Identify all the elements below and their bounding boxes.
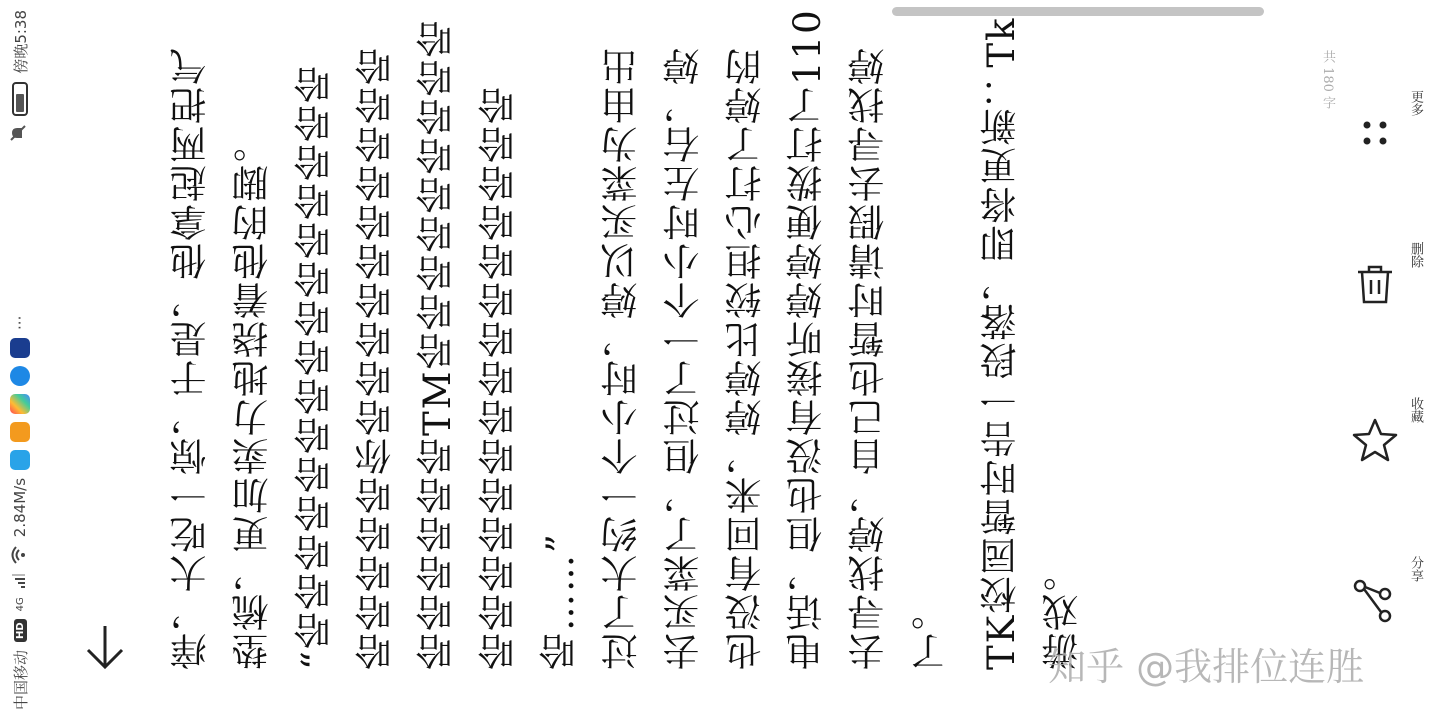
reading-content <box>140 8 1140 700</box>
scrollbar[interactable] <box>892 7 1264 16</box>
status-left <box>10 316 31 710</box>
carrier-label: 中国移动 <box>11 649 30 710</box>
status-bar <box>0 0 40 720</box>
text-line: 电话，但也没有接听婷婷便拨打了110 <box>786 8 829 670</box>
game-app-icon <box>10 422 30 442</box>
star-icon <box>1350 415 1400 465</box>
hd-badge: HD <box>14 619 27 642</box>
share-label: 分享 <box>1408 556 1423 582</box>
share-icon <box>1350 574 1400 624</box>
text-line: 哈哈哈哈哈哈TM哈哈哈哈哈哈哈哈哈 <box>416 18 459 670</box>
text-line: 游戏。 <box>1042 553 1085 670</box>
text-line: 去寻找婷，自己也暂时请假去寻找婷 <box>848 46 891 670</box>
text-line: 哈哈哈哈哈你哈哈哈哈哈哈哈哈哈哈 <box>355 46 398 670</box>
text-line: 了。 <box>910 592 953 670</box>
time-label: 傍晚5:38 <box>11 10 30 74</box>
more-button[interactable] <box>1340 90 1440 170</box>
search-app-icon <box>10 450 30 470</box>
more-status-dots: ··· <box>11 315 29 330</box>
text-line: 哈……” <box>539 532 582 670</box>
arrow-down-icon <box>84 622 126 672</box>
status-right <box>9 10 31 142</box>
favorite-button[interactable] <box>1340 397 1440 477</box>
wifi-icon <box>10 545 30 565</box>
delete-label: 删除 <box>1408 242 1423 268</box>
watermark: 知乎 @我排位连胜 <box>1048 645 1365 689</box>
network-label: 4G <box>14 597 26 612</box>
mute-icon <box>9 124 31 142</box>
delete-button[interactable] <box>1340 242 1440 322</box>
more-icon <box>1350 108 1400 158</box>
signal-icon <box>10 573 30 589</box>
favorite-label: 收藏 <box>1408 397 1423 423</box>
dashen-app-icon <box>10 338 30 358</box>
text-line: TK校园暂时告一段落，即将更新：Tk <box>980 16 1023 670</box>
battery-icon <box>12 82 28 116</box>
word-count: 共 180 字 <box>1320 50 1335 110</box>
compass-app-icon <box>10 366 30 386</box>
text-line: “哈哈哈哈哈哈哈哈哈哈哈哈哈哈哈 <box>294 64 337 670</box>
more-label: 更多 <box>1408 90 1423 116</box>
trash-icon <box>1350 260 1400 310</box>
photo-app-icon <box>10 394 30 414</box>
back-button[interactable] <box>84 622 126 672</box>
speed-label: 2.84M/s <box>11 477 29 538</box>
share-button[interactable] <box>1340 556 1440 636</box>
text-line: 去买菜了，但过了一个小时左右，婷 <box>663 46 706 670</box>
text-line: 痒，大吃一惊，于是，他拿起两把气 <box>170 46 213 670</box>
text-line: 哈哈哈哈哈哈哈哈哈哈哈哈哈哈哈 <box>478 85 521 670</box>
text-line: 也没有回来，婷婷比较担心打了婷的 <box>725 46 768 670</box>
text-line: 过了大约一个小时，婷以买菜为由出 <box>601 46 644 670</box>
text-line: 垫梳，更加卖力地挠着他的脚。 <box>232 124 275 670</box>
action-bar <box>1325 0 1440 720</box>
